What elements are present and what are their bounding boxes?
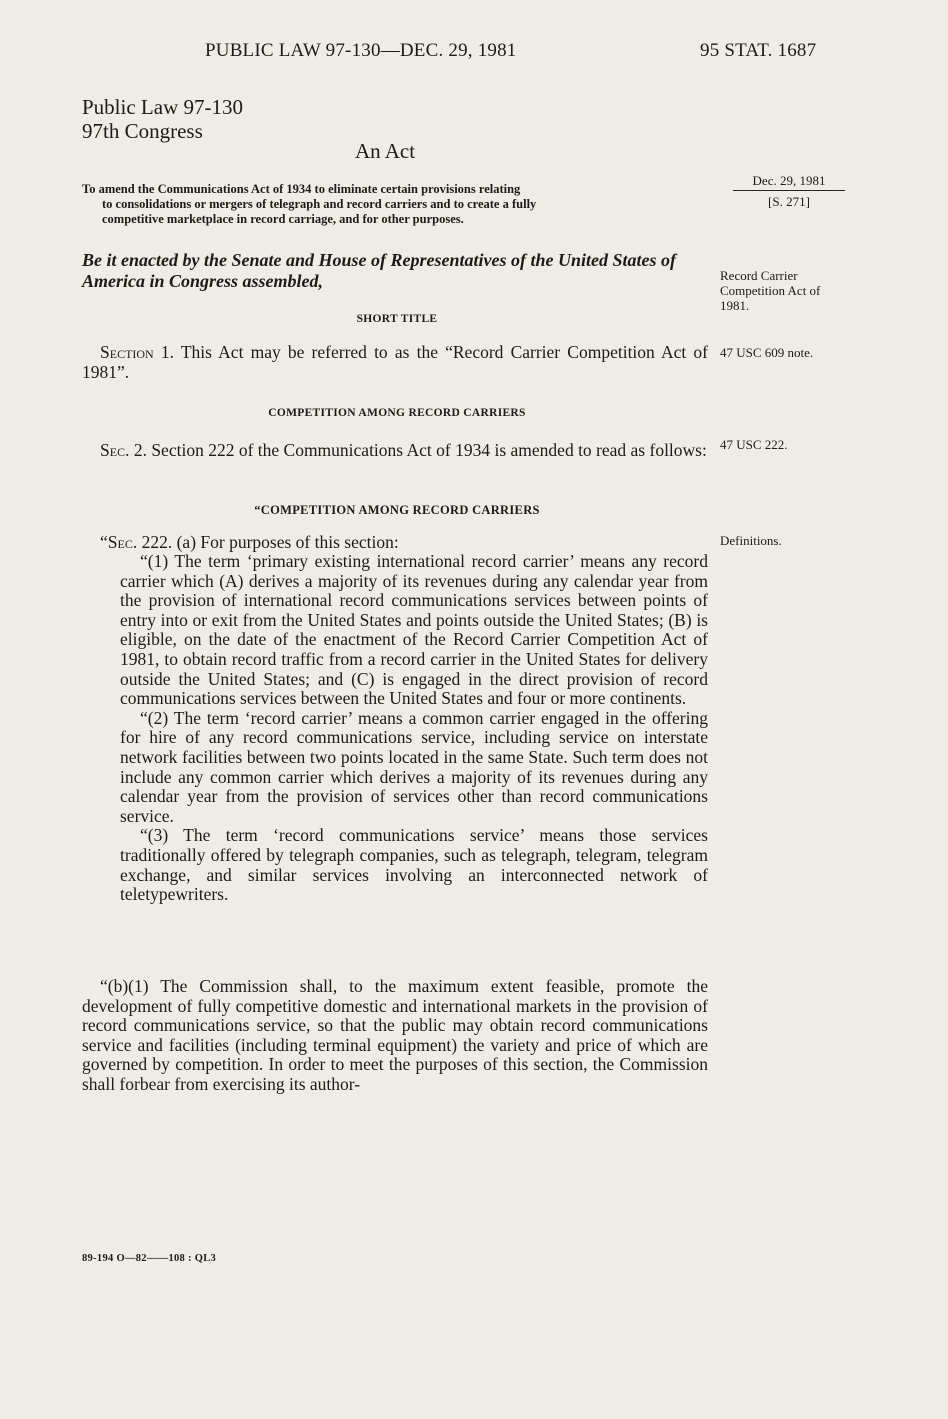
- law-designation: [82, 95, 243, 143]
- header-title: PUBLIC LAW 97-130—DEC. 29, 1981: [205, 40, 517, 61]
- definitions-list: [120, 552, 708, 905]
- competition-heading: COMPETITION AMONG RECORD CARRIERS: [268, 407, 526, 419]
- section-1-text: This Act may be referred to as the “Record Carrier Competition Act of 1981”.: [82, 342, 708, 382]
- section-1-label: Section 1.: [100, 342, 175, 362]
- section-2-text: Section 222 of the Communications Act of 1934 is amended to read as follows:: [146, 440, 707, 460]
- short-title-heading: SHORT TITLE: [356, 313, 438, 325]
- purpose-line: competitive marketplace in record carriage, and for other purposes.: [102, 212, 464, 226]
- margin-note-definitions: Definitions.: [720, 533, 782, 548]
- definition-1: “(1) The term ‘primary existing international record carrier’ means any record carrier which (A) derives a majority of its revenues during any calendar year from the provision of international record communications services between points of entry into or exit from the United States and points outside the United States; (B) is eligible, on the date of the enactment of the Record Carrier Competition Act of 1981, to obtain record traffic from a record carrier in the United States for delivery outside the United States; and (C) is engaged in the direct provision of record communications services between the United States and four or more continents.: [120, 551, 708, 709]
- section-222-intro: [100, 533, 708, 553]
- quoted-section-heading: “COMPETITION AMONG RECORD CARRIERS: [254, 503, 540, 517]
- margin-date-block: [733, 173, 845, 209]
- page-header: [0, 40, 948, 70]
- enacting-clause: Be it enacted by the Senate and House of Representatives of the United States of America in Congress assembled,: [82, 250, 676, 291]
- header-stat-page: 95 STAT. 1687: [700, 40, 817, 61]
- section-1: [82, 343, 708, 382]
- section-2: [82, 441, 708, 461]
- margin-note-usc-609: 47 USC 609 note.: [720, 345, 814, 360]
- enactment-date: Dec. 29, 1981: [752, 173, 826, 188]
- purpose-line: to consolidations or mergers of telegraph and record carriers and to create a fully: [102, 197, 537, 211]
- subsection-b1: [82, 977, 708, 1095]
- section-222-label: “Sec. 222.: [100, 532, 173, 552]
- bill-number: [S. 271]: [768, 194, 810, 209]
- definition-2: “(2) The term ‘record carrier’ means a common carrier engaged in the offering for hire of any record communications service, including service on interstate network facilities between two points located in the same State. Such term does not include any common carrier which derives a majority of its revenues during any calendar year from the provision of services other than record communications service.: [120, 707, 708, 826]
- subsection-b1-text: “(b)(1) The Commission shall, to the maximum extent feasible, promote the development of fully competitive domestic and international markets in the provision of record communications service, so that the public may obtain record communications service and facilities (including terminal equipment) the variety and price of which are governed by competition. In order to meet the purposes of this section, the Commission shall forbear from exercising its author-: [82, 976, 708, 1094]
- margin-note-usc-222: 47 USC 222.: [720, 437, 788, 452]
- margin-note-short-title: Record Carrier Competition Act of 1981.: [720, 268, 821, 313]
- purpose-statement: [82, 182, 707, 227]
- law-number: Public Law 97-130: [82, 95, 243, 119]
- section-2-label: Sec. 2.: [100, 440, 147, 460]
- section-222-text: (a) For purposes of this section:: [172, 532, 399, 552]
- purpose-line: To amend the Communications Act of 1934 to eliminate certain provisions relating: [82, 182, 521, 196]
- an-act-heading: An Act: [355, 139, 416, 163]
- date-rule: [733, 190, 845, 191]
- congress-number: 97th Congress: [82, 119, 203, 143]
- print-code-footer: 89-194 O—82——108 : QL3: [82, 1253, 217, 1264]
- definition-3: “(3) The term ‘record communications service’ means those services traditionally offered by telegraph companies, such as telegraph, telegram, telegram exchange, and similar services involving an interconnected network of teletypewriters.: [120, 825, 708, 905]
